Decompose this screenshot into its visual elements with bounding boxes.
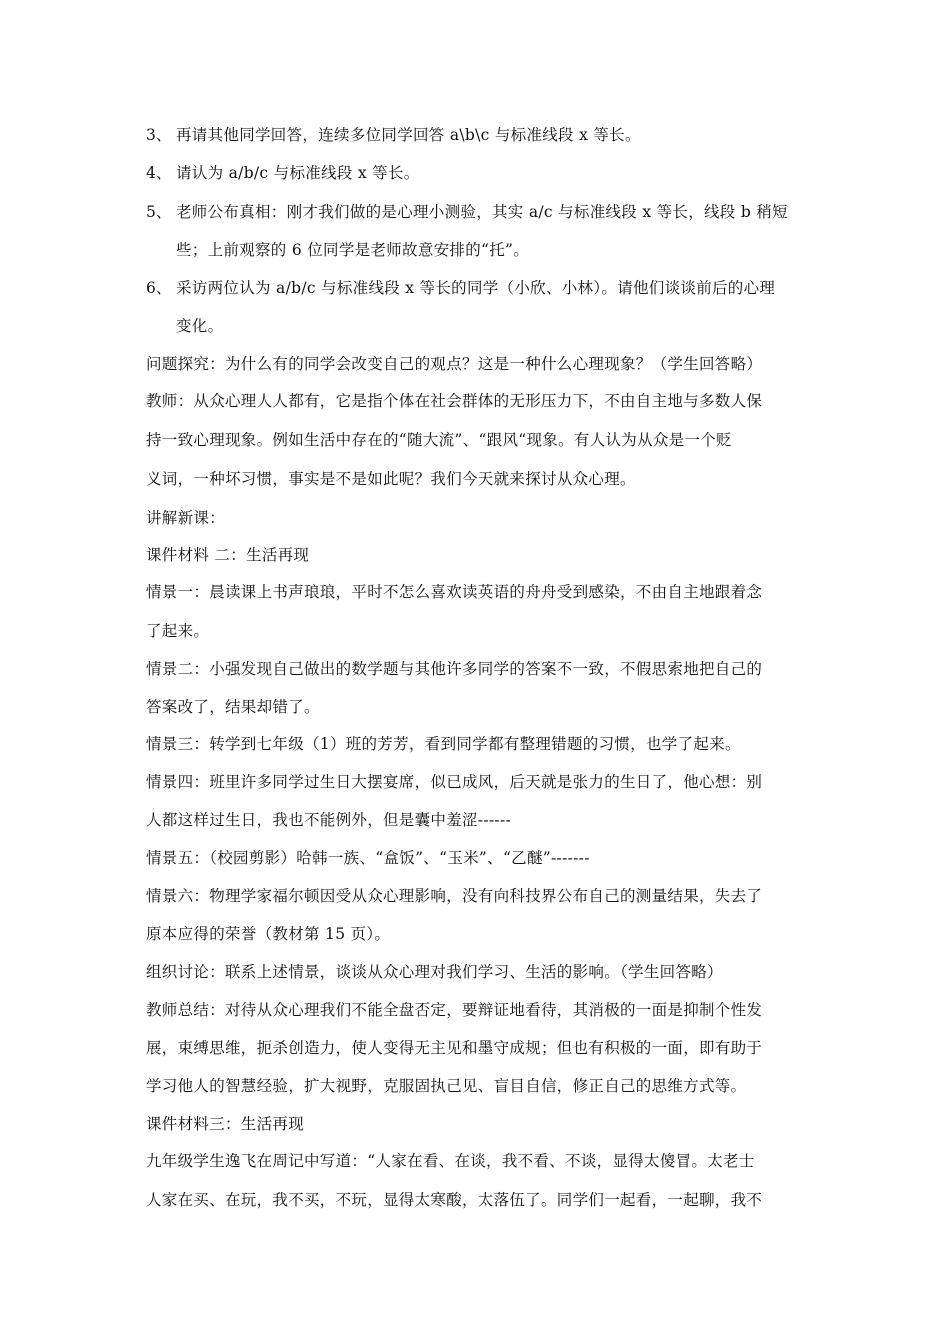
paragraph-line: 情景二：小强发现自己做出的数学题与其他许多同学的答案不一致，不假思索地把自己的 [146,660,763,678]
paragraph-line: 组织讨论：联系上述情景，谈谈从众心理对我们学习、生活的影响。（学生回答略） [146,963,723,981]
paragraph-line: 人都这样过生日，我也不能例外，但是囊中羞涩------ [146,811,512,829]
paragraph-line: 九年级学生逸飞在周记中写道：“人家在看、在谈，我不看、不谈，显得太傻冒。太老士 [146,1152,755,1170]
paragraph-line: 问题探究：为什么有的同学会改变自己的观点？这是一种什么心理现象？（学生回答略） [146,355,763,373]
section-heading: 课件材料三：生活再现 [146,1115,305,1133]
paragraph-line: 情景六：物理学家福尔顿因受从众心理影响，没有向科技界公布自己的测量结果，失去了 [146,887,763,905]
list-item-text: 再请其他同学回答，连续多位同学回答 a\b\c 与标准线段 x 等长。 [176,126,641,144]
list-item-continuation: 些；上前观察的 6 位同学是老师故意安排的“托”。 [176,241,530,259]
paragraph-line: 情景四：班里许多同学过生日大摆宴席，似已成风，后天就是张力的生日了，他心想：别 [146,773,763,791]
section-heading: 讲解新课： [146,509,226,527]
paragraph-line: 情景一：晨读课上书声琅琅，平时不怎么喜欢读英语的舟舟受到感染，不由自主地跟着念 [146,583,763,601]
section-heading: 课件材料 二：生活再现 [146,546,310,564]
list-item-continuation: 变化。 [176,317,224,335]
list-item-text: 请认为 a/b/c 与标准线段 x 等长。 [176,164,420,182]
list-number: 3、 [146,126,172,144]
paragraph-line: 情景五：（校园剪影）哈韩一族、“盒饭”、“玉米”、“乙醚”------- [146,849,590,867]
paragraph-line: 学习他人的智慧经验，扩大视野，克服固执己见、盲目自信，修正自己的思维方式等。 [146,1077,747,1095]
list-item-text: 老师公布真相：刚才我们做的是心理小测验，其实 a/c 与标准线段 x 等长，线段 b 稍短 [176,203,788,221]
paragraph-line: 教师：从众心理人人都有，它是指个体在社会群体的无形压力下，不由自主地与多数人保 [146,392,763,410]
paragraph-line: 教师总结：对待从众心理我们不能全盘否定，要辩证地看待，其消极的一面是抑制个性发 [146,1001,763,1019]
paragraph-line: 义词，一种坏习惯，事实是不是如此呢？我们今天就来探讨从众心理。 [146,470,636,488]
paragraph-line: 原本应得的荣誉（教材第 15 页）。 [146,925,391,943]
list-item-text: 采访两位认为 a/b/c 与标准线段 x 等长的同学（小欣、小林）。请他们谈谈前后的心理 [176,279,776,297]
list-number: 5、 [146,203,172,221]
paragraph-line: 答案改了，结果却错了。 [146,698,320,716]
paragraph-line: 了起来。 [146,622,210,640]
paragraph-line: 人家在买、在玩，我不买，不玩，显得太寒酸，太落伍了。同学们一起看，一起聊，我不 [146,1191,763,1209]
paragraph-line: 持一致心理现象。例如生活中存在的“随大流”、“跟风“现象。有人认为从众是一个贬 [146,431,732,449]
paragraph-line: 展，束缚思维，扼杀创造力，使人变得无主见和墨守成规；但也有积极的一面，即有助于 [146,1039,763,1057]
paragraph-line: 情景三：转学到七年级（1）班的芳芳，看到同学都有整理错题的习惯，也学了起来。 [146,735,741,753]
list-number: 6、 [146,279,172,297]
list-number: 4、 [146,164,172,182]
